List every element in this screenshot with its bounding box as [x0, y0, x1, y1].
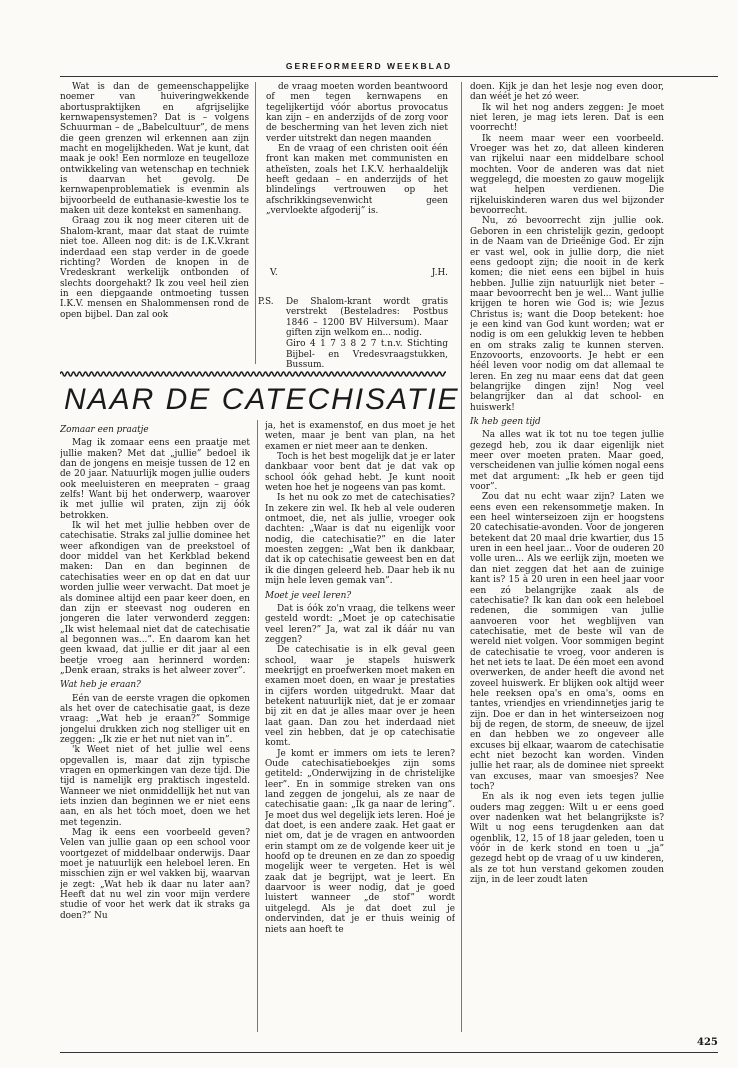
postscript-label: P.S. [258, 297, 274, 307]
paragraph: Eén van de eerste vragen die opkomen als het over de catechisatie gaat, is deze vraag: „Wat heb je eraan?” Sommige jongelui drukken zich nog stelliger uit en zeggen: „Ik zie er het nut niet van in”. [60, 693, 250, 745]
signature [270, 268, 448, 278]
paragraph: Graag zou ik nog meer citeren uit de Shalom-krant, maar dat staat de ruimte niet toe. Alleen nog dit: is de I.K.V.krant inderdaad een stap verder in de goede richting? Worden de knopen in de Vredeskrant werkelijk ontbonden of slechts doorgehakt? Ik zou veel heil zien in een diepgaande ontmoeting tussen I.K.V. mensen en Shalommensen rond de open bijbel. Dan zal ook [60, 216, 249, 320]
paragraph: En als ik nog even iets tegen jullie ouders mag zeggen: Wilt u er eens goed over nadenken wat het belangrijkste is? Wilt u nog eens terugdenken aan dat ogenblik, 12, 15 of 18 jaar geleden, toen u vóór in de kerk stond en toen u „ja” gezegd hebt op de vraag of u uw kinderen, als ze tot hun verstand gekomen zouden zijn, in de leer zoudt laten [470, 792, 664, 886]
page-number: 425 [697, 1037, 718, 1048]
postscript-text: De Shalom-krant wordt gratis verstrekt (Besteladres: Postbus 1846 – 1200 BV Hilversum). Maar giften zijn welkom en... nodig. [286, 297, 448, 339]
paragraph: Nu, zó bevoorrecht zijn jullie ook. Geboren in een christelijk gezin, gedoopt in de Naam van de Drieënige God. Er zijn er vast wel, ook in jullie dorp, die niet eens gedoopt zijn; die nooit in de kerk komen; die niet eens een bijbel in huis hebben. Jullie zijn natuurlijk niet beter – maar bevoorrecht ben je wel... Want jullie krijgen te horen wie God is; wie Jezus Christus is; want die Doop betekent: hoe je een kind van God kunt worden; wat er nodig is om een gelukkig leven te hebben en om straks zalig te kunnen sterven. Enzovoorts, enzovoorts. Je hebt er een héél leven voor nodig om dat allemaal te leren. En zeg nu maar eens dat dat geen belangrijke dingen zijn! Nog veel belangrijker dan al dat school- en huiswerk! [470, 216, 664, 413]
article-title: NAAR DE CATECHISATIE [64, 383, 460, 416]
paragraph: En de vraag of een christen ooit één front kan maken met communisten en atheïsten, zoals het I.K.V. herhaaldelijk heeft gedaan – en anderzijds of het blindelings vertrouwen op het afschrikkingsevenwicht geen „vervloekte afgoderij” is. [266, 144, 448, 217]
paragraph: Toch is het best mogelijk dat je er later dankbaar voor bent dat je dat vak op school óók gehad hebt. Je kunt nooit weten hoe het je nogeens van pas komt. [265, 452, 455, 494]
section-heading: Moet je veel leren? [265, 590, 352, 601]
paragraph: Dat is óók zo'n vraag, die telkens weer gesteld wordt: „Moet je op catechisatie veel leren?” Ja, wat zal ik dáár nu van zeggen? [265, 603, 455, 645]
paragraph: Na alles wat ik tot nu toe tegen jullie gezegd heb, zou ik daar eigenlijk niet meer over moeten praten. Maar goed, verscheidenen van jullie kómen nogal eens met dat argument: „Ik heb er geen tijd voor”. [470, 430, 664, 493]
paragraph: doen. Kijk je dan het lesje nog even door, dan wéét je het zó weer. [470, 82, 664, 103]
footer-rule [60, 1052, 718, 1053]
paragraph: Ik wil het nog anders zeggen: Je moet niet leren, je mag iets leren. Dat is een voorrecht! [470, 102, 664, 134]
paragraph: 'k Weet niet of het jullie wel eens opgevallen is, maar dat zijn typische vragen en opmerkingen van deze tijd. Die tijd is namelijk erg praktisch ingesteld. Wanneer we niet onmiddellijk het nut van iets inzien dan beginnen we er niet eens aan, en als het tóch moet, doen we het met tegenzin. [60, 745, 250, 828]
paragraph: Is het nu ook zo met de catechisaties? In zekere zin wel. Ik heb al vele ouderen ontmoet, die, net als jullie, vroeger ook dachten: „Waar is dat nu eigenlijk voor nodig, die catechisatie?” en die later moesten zeggen: „Wat ben ik dankbaar, dat ik op catechisatie geweest ben en dat ik die dingen geleerd heb. Daar heb ik nu mijn hele leven gemak van”. [265, 493, 455, 587]
section-heading: Zomaar een praatje [60, 425, 149, 435]
article-column-2 [265, 421, 455, 1033]
wavy-separator [60, 370, 446, 378]
postscript [258, 297, 448, 370]
paragraph: Ik wil het met jullie hebben over de catechisatie. Straks zal jullie dominee het weer afkondigen van de preekstoel of door middel van het Kerkblad bekend maken: Dan en dan beginnen de catechisaties weer en op dat en dat uur worden jullie weer verwacht. Dat moet je als dominee altijd een paar keer doen, en dan zijn er steevast nog ouderen en jongeren die later verwonderd zeggen: „Ik wist helemaal niet dat de catechisatie al begonnen was...”. En daarom kan het geen kwaad, dat jullie er dit jaar al een beetje vroeg aan herinnerd worden: „Denk eraan, straks is het alweer zover”. [60, 521, 250, 676]
paragraph: Mag ik eens een voorbeeld geven? Velen van jullie gaan op een school voor voortgezet of middelbaar onderwijs. Daar moet je natuurlijk een heleboel leren. En misschien zijn er wel vakken bij, waarvan je zegt: „Wat heb ik daar nu later aan? Heeft dat nu wel zin voor mijn verdere studie of voor het werk dat ik straks ga doen?” Nu [60, 828, 250, 921]
postscript-giro: Giro 4 1 7 3 8 2 7 t.n.v. Stichting Bijbel- en Vredesvraagstukken, Bussum. [286, 339, 448, 371]
paragraph: Mag ik zomaar eens een praatje met jullie maken? Met dat „jullie” bedoel ik dan de jongens en meisje tussen de 12 en de 20 jaar. Natuurlijk mogen jullie ouders ook meeluisteren en meepraten – graag zelfs! Want bij het onderwerp, waarover ik met jullie wil praten, zijn zij óók betrokken. [60, 438, 250, 521]
column-divider [461, 82, 462, 1032]
running-header: GEREFORMEERD WEEKBLAD [285, 61, 453, 71]
paragraph: ja, het is examenstof, en dus moet je het weten, maar je bent van plan, na het examen er niet meer aan te denken. [265, 421, 455, 452]
top-right-column [266, 82, 448, 268]
paragraph: de vraag moeten worden beantwoord of men tegen kernwapens en tegelijkertijd vóór abortus provocatus kan zijn – en anderzijds of de zorg voor de bescherming van het leven zich niet verder uitstrekt dan negen maanden [266, 82, 448, 144]
paragraph: Zou dat nu echt waar zijn? Laten we eens even een rekensommetje maken. In een heel winterseizoen zijn er hoogstens 20 catechisatie-avonden. Voor de jongeren betekent dat 20 maal drie kwartier, dus 15 uren in een heel jaar... Voor de ouderen 20 volle uren... Als we eerlijk zijn, moeten we dan niet zeggen dat het aan de zuinige kant is? 15 à 20 uren in een heel jaar voor een zó belangrijke zaak als de catechisatie? Ik kan dan ook een heleboel redenen, die sommigen van jullie aanvoeren voor het wegblijven van catechisatie, met de beste wil van de wereld niet volgen. Voor sommigen begint de catechisatie te vroeg, voor anderen is het net iets te laat. De één moet een avond overwerken, de ander heeft die avond net zoveel huiswerk. Er blijken ook altijd weer hele reeksen opa's en oma's, ooms en tantes, vriendjes en vriendinnetjes jarig te zijn. Doe er dan in het winterseizoen nog bij de regen, de storm, de sneeuw, de ijzel en dan hebben we zo ongeveer alle excuses bij elkaar, waarom de catechisatie echt niet bezocht kan worden. Vinden jullie het raar, als de dominee niet spreekt van excuses, maar van smoesjes? Nee toch? [470, 492, 664, 793]
section-heading: Wat heb je eraan? [60, 680, 141, 691]
top-left-column [60, 82, 249, 366]
signature-right: J.H. [431, 268, 448, 278]
signature-left: V. [270, 268, 278, 278]
article-column-3 [470, 82, 664, 1032]
paragraph: Wat is dan de gemeenschappelijke noemer van huiveringwekkende abortuspraktijken en afgrijselijke kernwapensystemen? Dat is – volgens Schuurman – de „Babelcultuur”, de mens die geen grenzen wil erkennen aan zijn macht en mogelijkheden. Wat je kunt, dat maak je ook! Een normloze en teugelloze ontwikkeling van wetenschap en techniek is daarvan het gevolg. De kernwapenproblematiek is evenmin als bijvoorbeeld de euthanasie-kwestie los te maken uit deze kontekst en samenhang. [60, 82, 249, 217]
article-column-1 [60, 421, 250, 1033]
header-rule [60, 76, 718, 77]
paragraph: Je komt er immers om iets te leren? Oude catechisatieboekjes zijn soms getiteld: „Onderwijzing in de christelijke leer”. En in sommige streken van ons land zeggen de jongelui, als ze naar de catechisatie gaan: „Ik ga naar de lering”. Je moet dus wel degelijk iets leren. Hoé je dat doet, is een andere zaak. Het gaat er niet om, dat je de vragen en antwoorden erin stampt om ze de volgende keer uit je hoofd op te dreunen en ze dan zo spoedig mogelijk weer te vergeten. Het is wèl zaak dat je begrijpt, wat je leert. En daarvoor is weer nodig, dat je goed luistert wanneer „de stof” wordt uitgelegd. Als je dat doet zul je ondervinden, dat je er thuis weinig of niets aan hoeft te [265, 748, 455, 935]
column-divider [257, 420, 258, 1032]
section-heading: Ik heb geen tijd [470, 417, 541, 427]
column-divider [255, 82, 256, 364]
paragraph: De catechisatie is in elk geval geen school, waar je stapels huiswerk meekrijgt en proefwerken moet maken en examen moet doen, en waar je prestaties in cijfers worden uitgedrukt. Maar dat betekent natuurlijk niet, dat je er zomaar bij zit en dat je alles maar over je heen laat gaan. Dan zou het inderdaad niet veel zin hebben, dat je op catechisatie komt. [265, 645, 455, 749]
paragraph: Ik neem maar weer een voorbeeld. Vroeger was het zo, dat alleen kinderen van rijkelui naar een middelbare school mochten. Voor de anderen was dat niet weggelegd, die moesten zo gauw mogelijk wat helpen verdienen. Die rijkeluiskinderen waren dus wel bijzonder bevoorrecht. [470, 133, 664, 217]
